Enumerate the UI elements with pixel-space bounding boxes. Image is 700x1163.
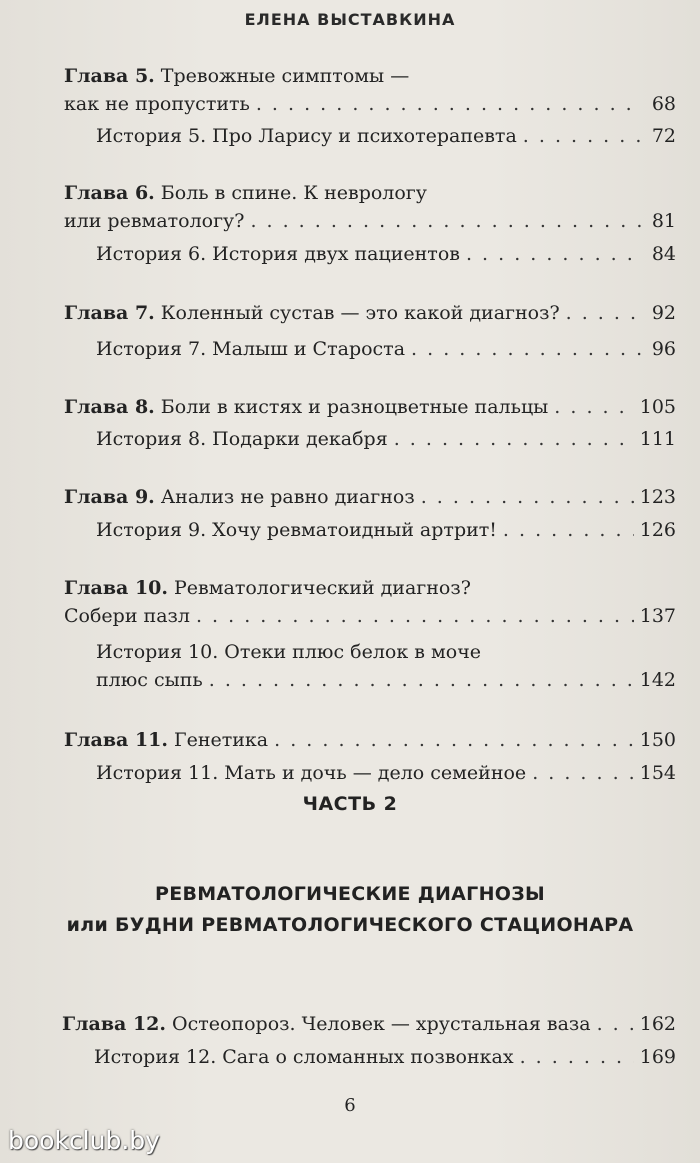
chapter-11-page: 150 xyxy=(639,729,676,751)
leader-dots xyxy=(523,124,642,148)
toc-chapter-10-line2[interactable] xyxy=(64,604,676,628)
toc-chapter-5-line1 xyxy=(64,64,676,88)
toc-story-5[interactable] xyxy=(96,124,676,148)
toc-story-10-line1 xyxy=(96,640,676,664)
toc-chapter-6-line1 xyxy=(64,181,676,205)
story-10-title-line2: плюс сыпь xyxy=(96,669,203,691)
toc-story-9[interactable] xyxy=(96,518,676,542)
leader-dots xyxy=(503,518,634,542)
chapter-12-title: Остеопороз. Человек — хрустальная ваза xyxy=(172,1013,591,1035)
toc-story-6[interactable] xyxy=(96,242,676,266)
chapter-7-title: Коленный сустав — это какой диагноз? xyxy=(160,302,560,324)
story-6-page: 84 xyxy=(651,243,676,265)
chapter-6-label: Глава 6. xyxy=(64,182,155,204)
part-title-line2: или БУДНИ РЕВМАТОЛОГИЧЕСКОГО СТАЦИОНАРА xyxy=(66,914,634,936)
toc-chapter-9[interactable] xyxy=(64,485,676,509)
toc-story-11[interactable] xyxy=(96,761,676,785)
story-5-title: История 5. Про Ларису и психотерапевта xyxy=(96,125,517,147)
story-7-title: История 7. Малыш и Староста xyxy=(96,338,406,360)
leader-dots xyxy=(274,728,634,752)
part-number: ЧАСТЬ 2 xyxy=(302,793,398,815)
chapter-7-page: 92 xyxy=(651,302,676,324)
story-10-page: 142 xyxy=(639,669,676,691)
chapter-10-label: Глава 10. xyxy=(64,577,169,599)
toc-chapter-11[interactable] xyxy=(64,728,676,752)
toc-chapter-7[interactable] xyxy=(64,301,676,325)
leader-dots xyxy=(566,301,642,325)
leader-dots xyxy=(421,485,634,509)
story-12-title: История 12. Сага о сломанных позвонках xyxy=(94,1046,514,1068)
story-9-page: 126 xyxy=(639,519,676,541)
chapter-6-title-line1: Боль в спине. К неврологу xyxy=(160,182,427,204)
story-6-title: История 6. История двух пациентов xyxy=(96,243,460,265)
leader-dots xyxy=(256,92,642,116)
running-head: ЕЛЕНА ВЫСТАВКИНА xyxy=(244,10,456,29)
chapter-5-title-line2: как не пропустить xyxy=(64,93,250,115)
chapter-6-page: 81 xyxy=(651,210,676,232)
chapter-10-title-line1: Ревматологический диагноз? xyxy=(174,577,471,599)
leader-dots xyxy=(466,242,642,266)
chapter-10-title-line2: Собери пазл xyxy=(64,605,190,627)
leader-dots xyxy=(209,668,634,692)
toc-chapter-8[interactable] xyxy=(64,395,676,419)
story-12-page: 169 xyxy=(639,1046,676,1068)
chapter-12-label: Глава 12. xyxy=(62,1013,167,1035)
chapter-10-page: 137 xyxy=(639,605,676,627)
chapter-5-page: 68 xyxy=(651,93,676,115)
toc-chapter-6-line2[interactable] xyxy=(64,209,676,233)
part-title-line1: РЕВМАТОЛОГИЧЕСКИЕ ДИАГНОЗЫ xyxy=(154,883,546,905)
toc-story-12[interactable] xyxy=(94,1045,676,1069)
toc-chapter-10-line1 xyxy=(64,576,676,600)
watermark: bookclub.by xyxy=(8,1126,160,1155)
toc-story-8[interactable] xyxy=(96,427,676,451)
chapter-5-title-line1: Тревожные симптомы — xyxy=(160,65,410,87)
chapter-8-title: Боли в кистях и разноцветные пальцы xyxy=(160,396,549,418)
page-number: 6 xyxy=(344,1095,356,1116)
chapter-12-page: 162 xyxy=(639,1013,676,1035)
chapter-9-page: 123 xyxy=(639,486,676,508)
leader-dots xyxy=(532,761,634,785)
leader-dots xyxy=(196,604,634,628)
toc-story-7[interactable] xyxy=(96,337,676,361)
chapter-6-title-line2: или ревматологу? xyxy=(64,210,245,232)
chapter-8-label: Глава 8. xyxy=(64,396,155,418)
story-8-page: 111 xyxy=(639,428,676,450)
story-11-title: История 11. Мать и дочь — дело семейное xyxy=(96,762,527,784)
toc-story-10-line2[interactable] xyxy=(96,668,676,692)
chapter-11-label: Глава 11. xyxy=(64,729,169,751)
chapter-9-title: Анализ не равно диагноз xyxy=(160,486,415,508)
chapter-11-title: Генетика xyxy=(174,729,269,751)
leader-dots xyxy=(520,1045,634,1069)
story-11-page: 154 xyxy=(639,762,676,784)
leader-dots xyxy=(250,209,642,233)
chapter-5-label: Глава 5. xyxy=(64,65,155,87)
story-9-title: История 9. Хочу ревматоидный артрит! xyxy=(96,519,497,541)
leader-dots xyxy=(597,1012,634,1036)
leader-dots xyxy=(411,337,642,361)
chapter-9-label: Глава 9. xyxy=(64,486,155,508)
story-10-title-line1: История 10. Отеки плюс белок в моче xyxy=(96,641,482,663)
chapter-8-page: 105 xyxy=(639,396,676,418)
story-7-page: 96 xyxy=(651,338,676,360)
chapter-7-label: Глава 7. xyxy=(64,302,155,324)
story-8-title: История 8. Подарки декабря xyxy=(96,428,388,450)
story-5-page: 72 xyxy=(651,125,676,147)
leader-dots xyxy=(394,427,634,451)
toc-chapter-5-line2[interactable] xyxy=(64,92,676,116)
toc-chapter-12[interactable] xyxy=(62,1012,676,1036)
leader-dots xyxy=(554,395,633,419)
